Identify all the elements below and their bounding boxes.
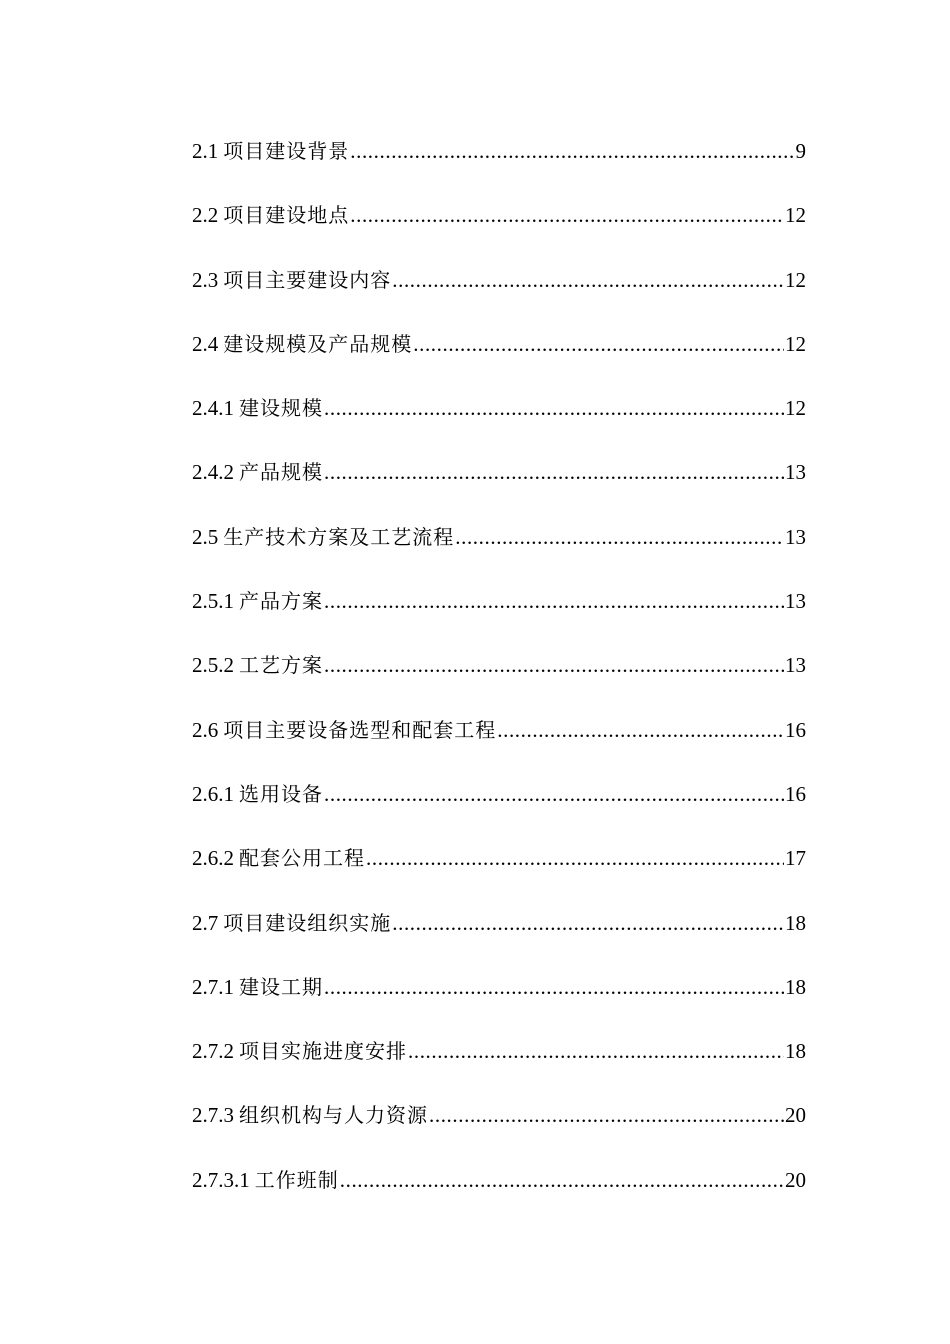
toc-entry[interactable] (192, 261, 806, 325)
toc-entry-title: 项目建设组织实施 (223, 910, 392, 935)
toc-entry[interactable] (192, 389, 806, 453)
toc-entry-number: 2.6.2 (192, 846, 234, 871)
toc-dot-leader (413, 325, 784, 363)
toc-entry-number: 2.4.2 (192, 460, 234, 485)
toc-entry-page-number: 16 (785, 717, 806, 742)
toc-entry[interactable] (192, 711, 806, 775)
toc-entry-page-number: 13 (785, 653, 806, 678)
toc-entry[interactable] (192, 968, 806, 1032)
toc-entry-page-number: 12 (785, 396, 806, 421)
toc-dot-leader (408, 1032, 784, 1070)
toc-dot-leader (366, 839, 784, 877)
toc-entry-number: 2.5 (192, 524, 219, 549)
toc-entry-number: 2.2 (192, 203, 219, 228)
toc-entry-title: 建设规模及产品规模 (223, 331, 413, 356)
toc-dot-leader (340, 1161, 784, 1199)
toc-dot-leader (324, 646, 784, 684)
toc-entry-number: 2.7 (192, 910, 219, 935)
toc-entry[interactable] (192, 132, 806, 196)
toc-dot-leader (324, 453, 784, 491)
toc-entry[interactable] (192, 904, 806, 968)
toc-dot-leader (324, 389, 784, 427)
toc-entry-page-number: 13 (785, 524, 806, 549)
toc-entry[interactable] (192, 839, 806, 903)
toc-entry-page-number: 12 (785, 267, 806, 292)
toc-entry-title: 配套公用工程 (239, 846, 365, 871)
toc-entry[interactable] (192, 518, 806, 582)
toc-entry-title: 产品方案 (239, 589, 323, 614)
toc-entry-number: 2.7.2 (192, 1039, 234, 1064)
toc-dot-leader (392, 261, 784, 299)
toc-entry-page-number: 13 (785, 460, 806, 485)
toc-entry-number: 2.1 (192, 139, 219, 163)
toc-entry-number: 2.5.2 (192, 653, 234, 678)
toc-entry-page-number: 20 (785, 1167, 806, 1192)
toc-entry-number: 2.6 (192, 717, 219, 742)
toc-entry[interactable] (192, 1161, 806, 1225)
toc-dot-leader (324, 775, 784, 813)
toc-entry-page-number: 18 (785, 1039, 806, 1064)
toc-dot-leader (324, 582, 784, 620)
toc-entry-number: 2.3 (192, 267, 219, 292)
toc-entry-title: 项目主要设备选型和配套工程 (223, 717, 497, 742)
toc-entry-number: 2.7.3 (192, 1103, 234, 1128)
toc-entry[interactable] (192, 582, 806, 646)
toc-entry-number: 2.7.1 (192, 974, 234, 999)
toc-dot-leader (392, 904, 784, 942)
toc-dot-leader (324, 968, 784, 1006)
toc-entry-page-number: 16 (785, 781, 806, 806)
toc-entry[interactable] (192, 646, 806, 710)
toc-dot-leader (455, 518, 784, 556)
toc-entry-number: 2.5.1 (192, 589, 234, 614)
toc-entry-number: 2.6.1 (192, 781, 234, 806)
toc-entry-title: 选用设备 (239, 781, 323, 806)
toc-entry[interactable] (192, 453, 806, 517)
toc-entry-page-number: 9 (795, 139, 806, 163)
toc-entry-number: 2.4 (192, 331, 219, 356)
toc-entry-title: 项目建设背景 (223, 139, 350, 163)
toc-entry-title: 项目主要建设内容 (223, 267, 392, 292)
toc-entry-page-number: 17 (785, 846, 806, 871)
toc-entry-page-number: 18 (785, 910, 806, 935)
toc-entry[interactable] (192, 775, 806, 839)
toc-entry-number: 2.7.3.1 (192, 1167, 250, 1192)
toc-entry[interactable] (192, 196, 806, 260)
toc-entry[interactable] (192, 1096, 806, 1160)
toc-entry-title: 建设规模 (239, 396, 323, 421)
toc-entry-number: 2.4.1 (192, 396, 234, 421)
toc-dot-leader (350, 196, 784, 234)
table-of-contents (192, 132, 806, 1225)
toc-entry-title: 项目建设地点 (223, 203, 350, 228)
toc-entry-page-number: 12 (785, 331, 806, 356)
toc-entry[interactable] (192, 1032, 806, 1096)
toc-dot-leader (497, 711, 784, 749)
toc-entry-page-number: 18 (785, 974, 806, 999)
toc-entry-page-number: 20 (785, 1103, 806, 1128)
toc-dot-leader (350, 132, 794, 170)
toc-entry-title: 项目实施进度安排 (239, 1039, 407, 1064)
toc-entry-title: 工作班制 (254, 1167, 339, 1192)
toc-entry-title: 工艺方案 (239, 653, 323, 678)
toc-entry-title: 产品规模 (239, 460, 323, 485)
toc-entry-title: 生产技术方案及工艺流程 (223, 524, 455, 549)
toc-entry-title: 建设工期 (239, 974, 323, 999)
toc-entry[interactable] (192, 325, 806, 389)
toc-dot-leader (429, 1096, 784, 1134)
toc-entry-title: 组织机构与人力资源 (239, 1103, 428, 1128)
toc-entry-page-number: 12 (785, 203, 806, 228)
toc-entry-page-number: 13 (785, 589, 806, 614)
